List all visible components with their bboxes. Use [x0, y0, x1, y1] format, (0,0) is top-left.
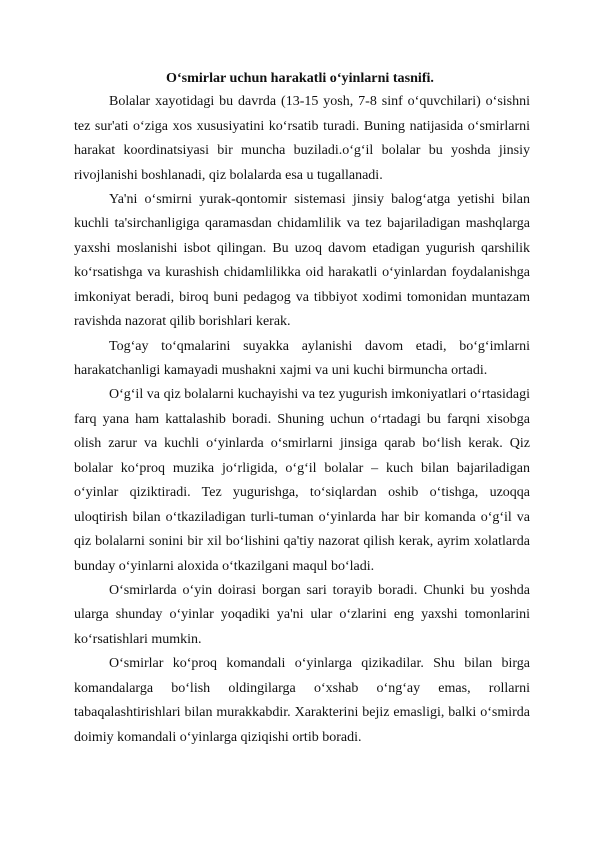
- paragraph-line: bolalar ko‘proq muzika jo‘rligida, o‘g‘il bolalar – kuch bilan bajariladigan: [74, 460, 530, 476]
- paragraph-1: [74, 90, 530, 188]
- paragraph-line: tez sur'ati o‘ziga xos xususiyatini ko‘rsatib turadi. Buning natijasida o‘smirlarni: [74, 118, 530, 134]
- paragraph-line: farq yana ham kattalashib boradi. Shuning uchun o‘rtadagi bu farqni xisobga: [74, 411, 530, 427]
- paragraph-line: bunday o‘yinlarni aloxida o‘tkazilgani maqul bo‘ladi.: [74, 558, 375, 574]
- paragraph-line: O‘g‘il va qiz bolalarni kuchayishi va tez yugurish imkoniyatlari o‘rtasidagi: [109, 387, 530, 403]
- paragraph-line: rivojlanishi boshlanadi, qiz bolalarda esa u tugallanadi.: [74, 167, 383, 183]
- paragraph-line: olish zarur va kuchli o‘yinlarda o‘smirlarni jinsiga qarab bo‘lish kerak. Qiz: [74, 436, 530, 452]
- paragraph-line: harakat koordinatsiyasi bir muncha buziladi.o‘g‘il bolalar bu yoshda jinsiy: [74, 143, 530, 159]
- paragraph-line: O‘smirlar ko‘proq komandali o‘yinlarga qizikadilar. Shu bilan birga: [109, 656, 530, 672]
- paragraph-5: [74, 579, 530, 652]
- paragraph-line: Bolalar xayotidagi bu davrda (13-15 yosh, 7-8 sinf o‘quvchilari) o‘sishni: [109, 94, 530, 110]
- paragraph-line: imkoniyat beradi, biroq buni pedagog va tibbiyot xodimi tomonidan muntazam: [74, 289, 530, 305]
- paragraph-6: [74, 652, 530, 750]
- paragraph-line: kuchli ta'sirchanligiga qaramasdan chidamlilik va tez bajariladigan mashqlarga: [74, 216, 530, 232]
- paragraph-line: O‘smirlarda o‘yin doirasi borgan sari torayib boradi. Chunki bu yoshda: [109, 582, 530, 598]
- paragraph-line: komandalarga bo‘lish oldingilarga o‘xshab o‘ng‘ay emas, rollarni: [74, 680, 530, 696]
- paragraph-line: qiz bolalarni sonini bir xil bo‘lishini qa'tiy nazorat qilish kerak, ayrim xolatlarda: [74, 534, 530, 550]
- paragraph-line: ularga shunday o‘yinlar yoqadiki ya'ni ular o‘zlarini eng yaxshi tomonlarini: [74, 607, 530, 623]
- paragraph-line: tabaqalashtirishlari bilan murakkabdir. Xarakterini bejiz emasligi, balki o‘smirda: [74, 705, 530, 721]
- paragraph-3: [74, 335, 530, 384]
- paragraph-line: o‘yinlar qiziktiradi. Tez yugurishga, to‘siqlardan oshib o‘tishga, uzoqqa: [74, 485, 530, 501]
- paragraph-line: ko‘rsatishlari mumkin.: [74, 631, 202, 647]
- paragraph-line: Tog‘ay to‘qmalarini suyakka aylanishi davom etadi, bo‘g‘imlarni: [109, 338, 530, 354]
- paragraph-line: ko‘rsatishga va kurashish chidamlilikka oid harakatli o‘yinlardan foydalanishga: [74, 265, 530, 281]
- paragraph-2: [74, 188, 530, 335]
- paragraph-line: yaxshi moslanishi isbot qilingan. Bu uzoq davom etadigan yugurish qarshilik: [74, 240, 530, 256]
- paragraph-line: uloqtirish bilan o‘tkaziladigan turli-tuman o‘yinlarda har bir komanda o‘g‘il va: [74, 509, 530, 525]
- paragraph-4: [74, 383, 530, 579]
- paragraph-line: doimiy komandali o‘yinlarga qiziqishi ortib boradi.: [74, 729, 362, 745]
- paragraph-line: ravishda nazorat qilib borishlari kerak.: [74, 314, 291, 330]
- document-body: [74, 66, 530, 750]
- paragraph-line: harakatchanligi kamayadi mushakni xajmi va uni kuchi birmuncha ortadi.: [74, 363, 488, 379]
- paragraph-line: Ya'ni o‘smirni yurak-qontomir sistemasi jinsiy balog‘atga yetishi bilan: [109, 191, 530, 207]
- document-title: O‘smirlar uchun harakatli o‘yinlarni tasnifi.: [166, 69, 434, 86]
